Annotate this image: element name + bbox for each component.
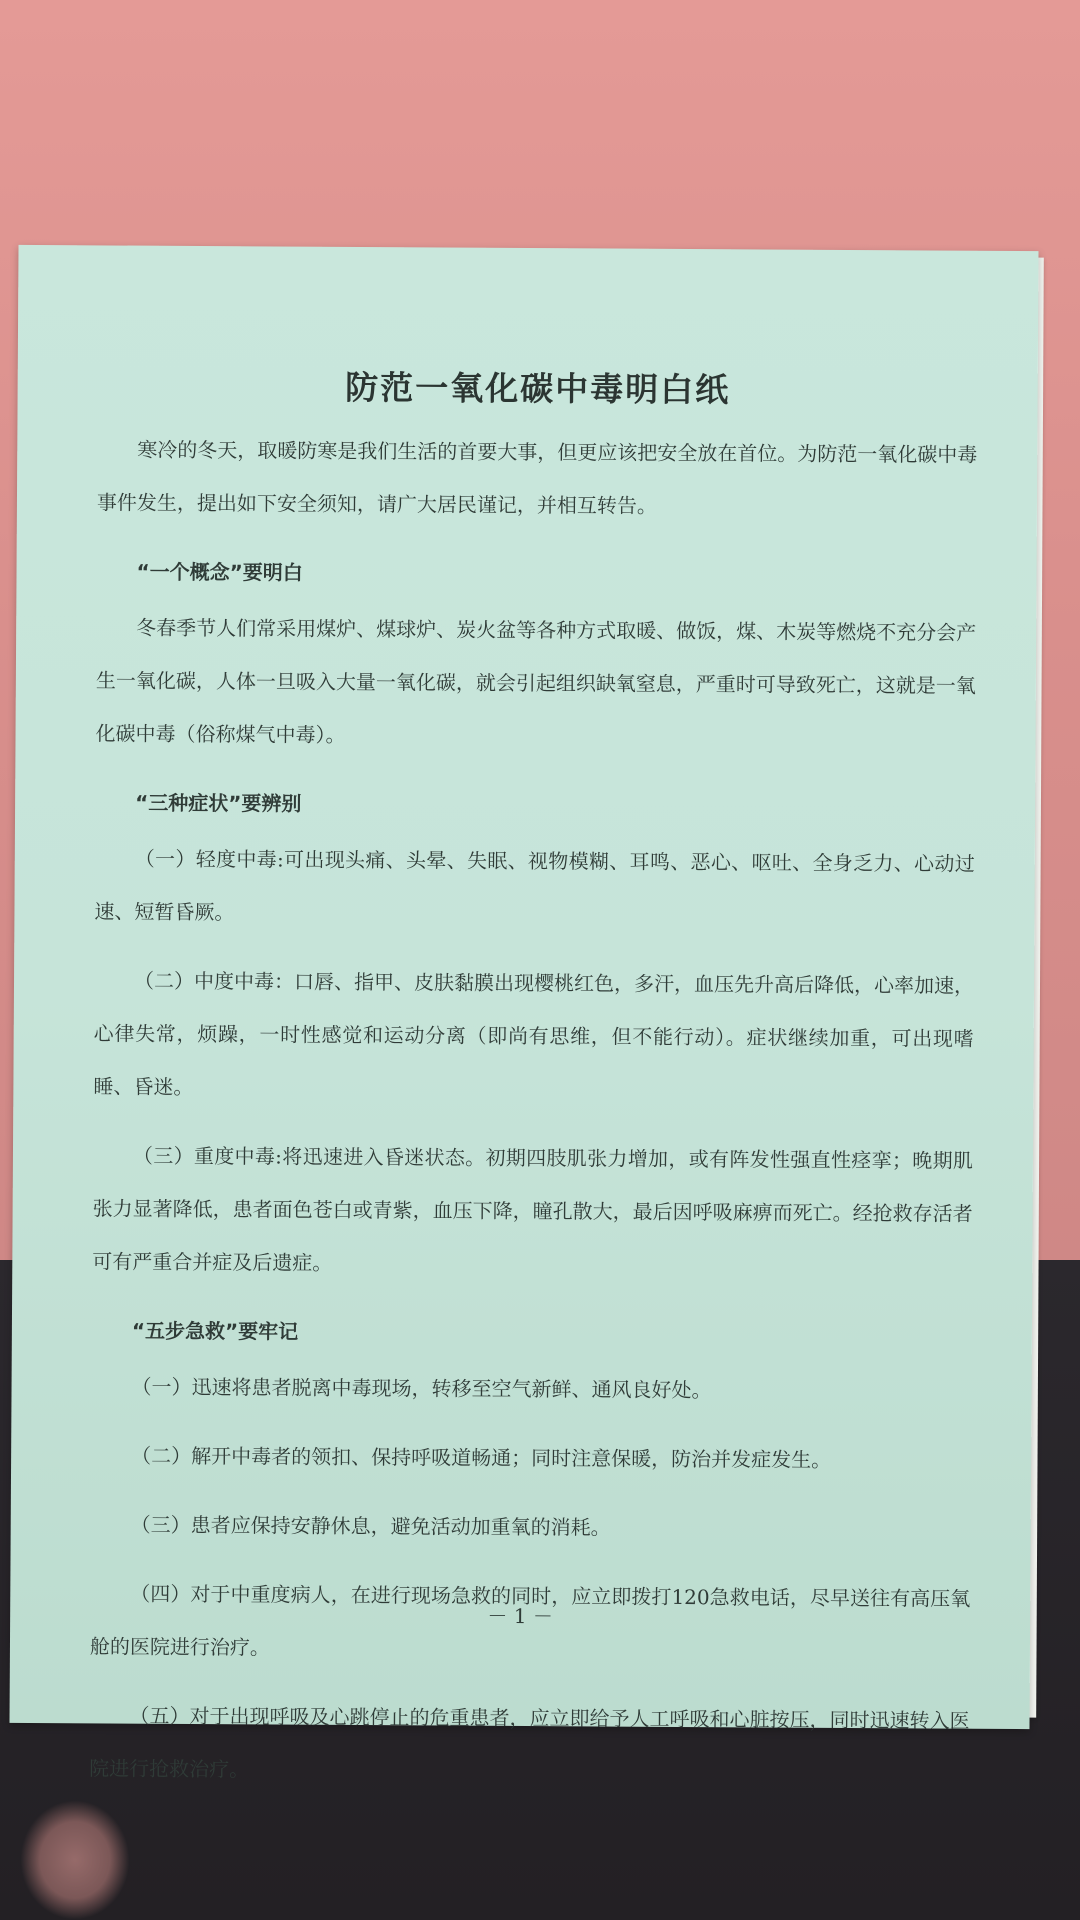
first-aid-step-5: （五）对于出现呼吸及心跳停止的危重患者，应立即给予人工呼吸和心脏按压，同时迅速转入医院进行抢救治疗。 (89, 1703, 970, 1782)
page-number: － 1 － (487, 1603, 553, 1629)
concept-paragraph: 冬春季节人们常采用煤炉、煤球炉、炭火盆等各种方式取暖、做饭，煤、木炭等燃烧不充分会产生一氧化碳，人体一旦吸入大量一氧化碳，就会引起组织缺氧窒息，严重时可导致死亡，这就是一氧化碳中毒（俗称煤气中毒）。 (95, 615, 977, 747)
first-aid-step-4: （四）对于中重度病人，在进行现场急救的同时，应立即拨打120急救电话，尽早送往有高压氧舱的医院进行治疗。 (89, 1581, 971, 1660)
section-heading-concept: “一个概念”要明白 (136, 559, 303, 585)
symptom-mild: （一）轻度中毒:可出现头痛、头晕、失眠、视物模糊、耳鸣、恶心、呕吐、全身乏力、心动过速、短暂昏厥。 (94, 846, 975, 925)
document-title: 防范一氧化碳中毒明白纸 (345, 367, 731, 410)
intro-paragraph: 寒冷的冬天，取暖防寒是我们生活的首要大事，但更应该把安全放在首位。为防范一氧化碳中毒事件发生，提出如下安全须知，请广大居民谨记，并相互转告。 (96, 437, 978, 518)
first-aid-step-3: （三）患者应保持安静休息，避免活动加重氧的消耗。 (130, 1512, 611, 1540)
document-page (9, 245, 1038, 1782)
backdrop-pattern (20, 1800, 130, 1920)
first-aid-step-1: （一）迅速将患者脱离中毒现场，转移至空气新鲜、通风良好处。 (131, 1374, 712, 1403)
first-aid-step-2: （二）解开中毒者的领扣、保持呼吸道畅通；同时注意保暖，防治并发症发生。 (131, 1443, 832, 1472)
symptom-severe: （三）重度中毒:将迅速进入昏迷状态。初期四肢肌张力增加，或有阵发性强直性痉挛；晚期肌张力显著降低，患者面色苍白或青紫，血压下降，瞳孔散大，最后因呼吸麻痹而死亡。经抢救存活者可有严重合并症及后遗症。 (92, 1143, 974, 1275)
section-heading-first-aid: “五步急救”要牢记 (131, 1318, 299, 1344)
section-heading-symptoms: “三种症状”要辨别 (135, 790, 302, 816)
symptom-moderate: （二）中度中毒：口唇、指甲、皮肤黏膜出现樱桃红色，多汗，血压先升高后降低，心率加速，心律失常，烦躁，一时性感觉和运动分离（即尚有思维，但不能行动）。症状继续加重，可出现嗜睡、昏迷。 (93, 968, 975, 1099)
